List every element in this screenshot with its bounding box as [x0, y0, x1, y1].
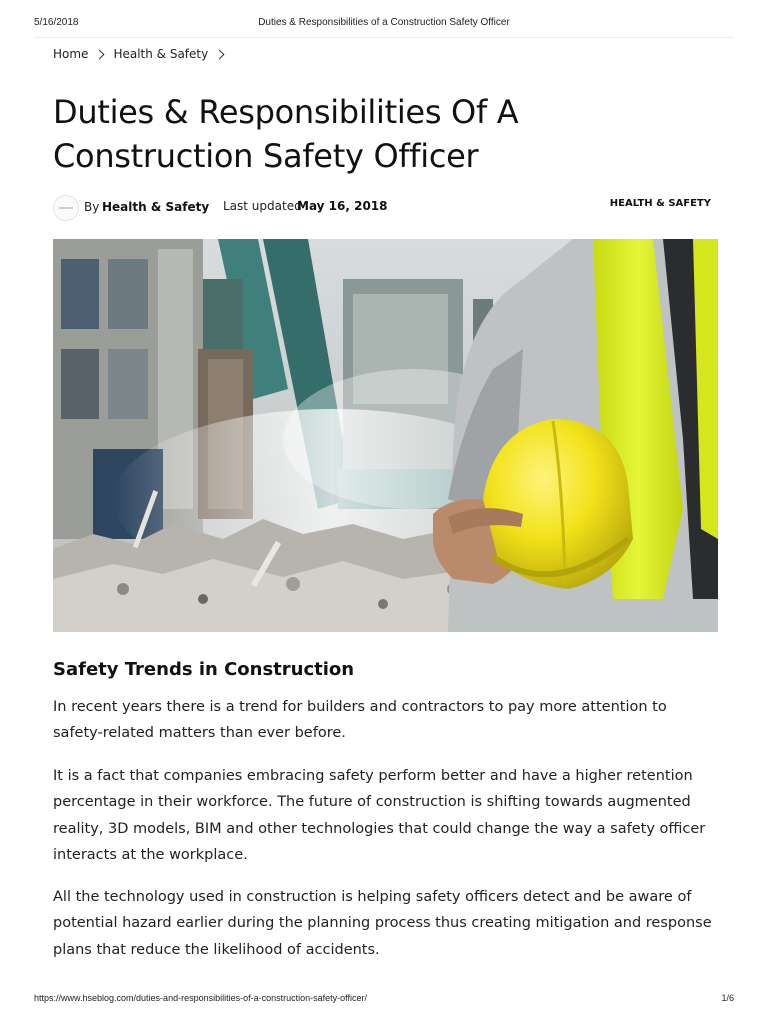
page-title-line-1: Duties & Responsibilities Of A: [53, 93, 519, 131]
paragraph-2: It is a fact that companies embracing safety perform better and have a higher retention percentage in their workforce. The future of construction is shifting towards augmented reality, 3D models, BIM and other technologies that could change the way a safety officer interacts at the workplace.: [53, 768, 706, 864]
last-updated-date: May 16, 2018: [297, 199, 388, 213]
print-url: https://www.hseblog.com/duties-and-responsibilities-of-a-construction-safety-officer/: [34, 993, 367, 1003]
breadcrumb-category-link[interactable]: Health & Safety: [113, 47, 209, 61]
print-header: [34, 17, 734, 33]
chevron-right-icon: [215, 49, 225, 59]
breadcrumb-home-link[interactable]: Home: [53, 47, 89, 61]
category-tag[interactable]: HEALTH & SAFETY: [609, 198, 711, 209]
chevron-right-icon: [95, 49, 105, 59]
author-avatar[interactable]: [53, 195, 79, 221]
breadcrumb: [53, 47, 233, 61]
page-title: [53, 90, 673, 178]
hero-image: [53, 239, 718, 632]
article-byline: [53, 195, 711, 221]
paragraph-3: All the technology used in construction is helping safety officers detect and be aware of potential hazard earlier during the planning process thus creating mitigation and response plans that reduce the likelihood of accidents.: [53, 889, 712, 958]
section-heading: Safety Trends in Construction: [53, 659, 355, 680]
header-divider: [34, 37, 734, 38]
print-title: Duties & Responsibilities of a Construction Safety Officer: [258, 17, 510, 28]
author-link[interactable]: Health & Safety: [102, 200, 210, 214]
construction-site-illustration: [53, 239, 718, 632]
by-label: By: [84, 200, 100, 214]
paragraph-1: In recent years there is a trend for builders and contractors to pay more attention to safety-related matters than ever before.: [53, 699, 667, 742]
page-number: 1/6: [721, 993, 734, 1003]
page-title-line-2: Construction Safety Officer: [53, 137, 479, 175]
print-date: 5/16/2018: [34, 17, 79, 28]
last-updated-label: Last updated: [223, 199, 302, 213]
